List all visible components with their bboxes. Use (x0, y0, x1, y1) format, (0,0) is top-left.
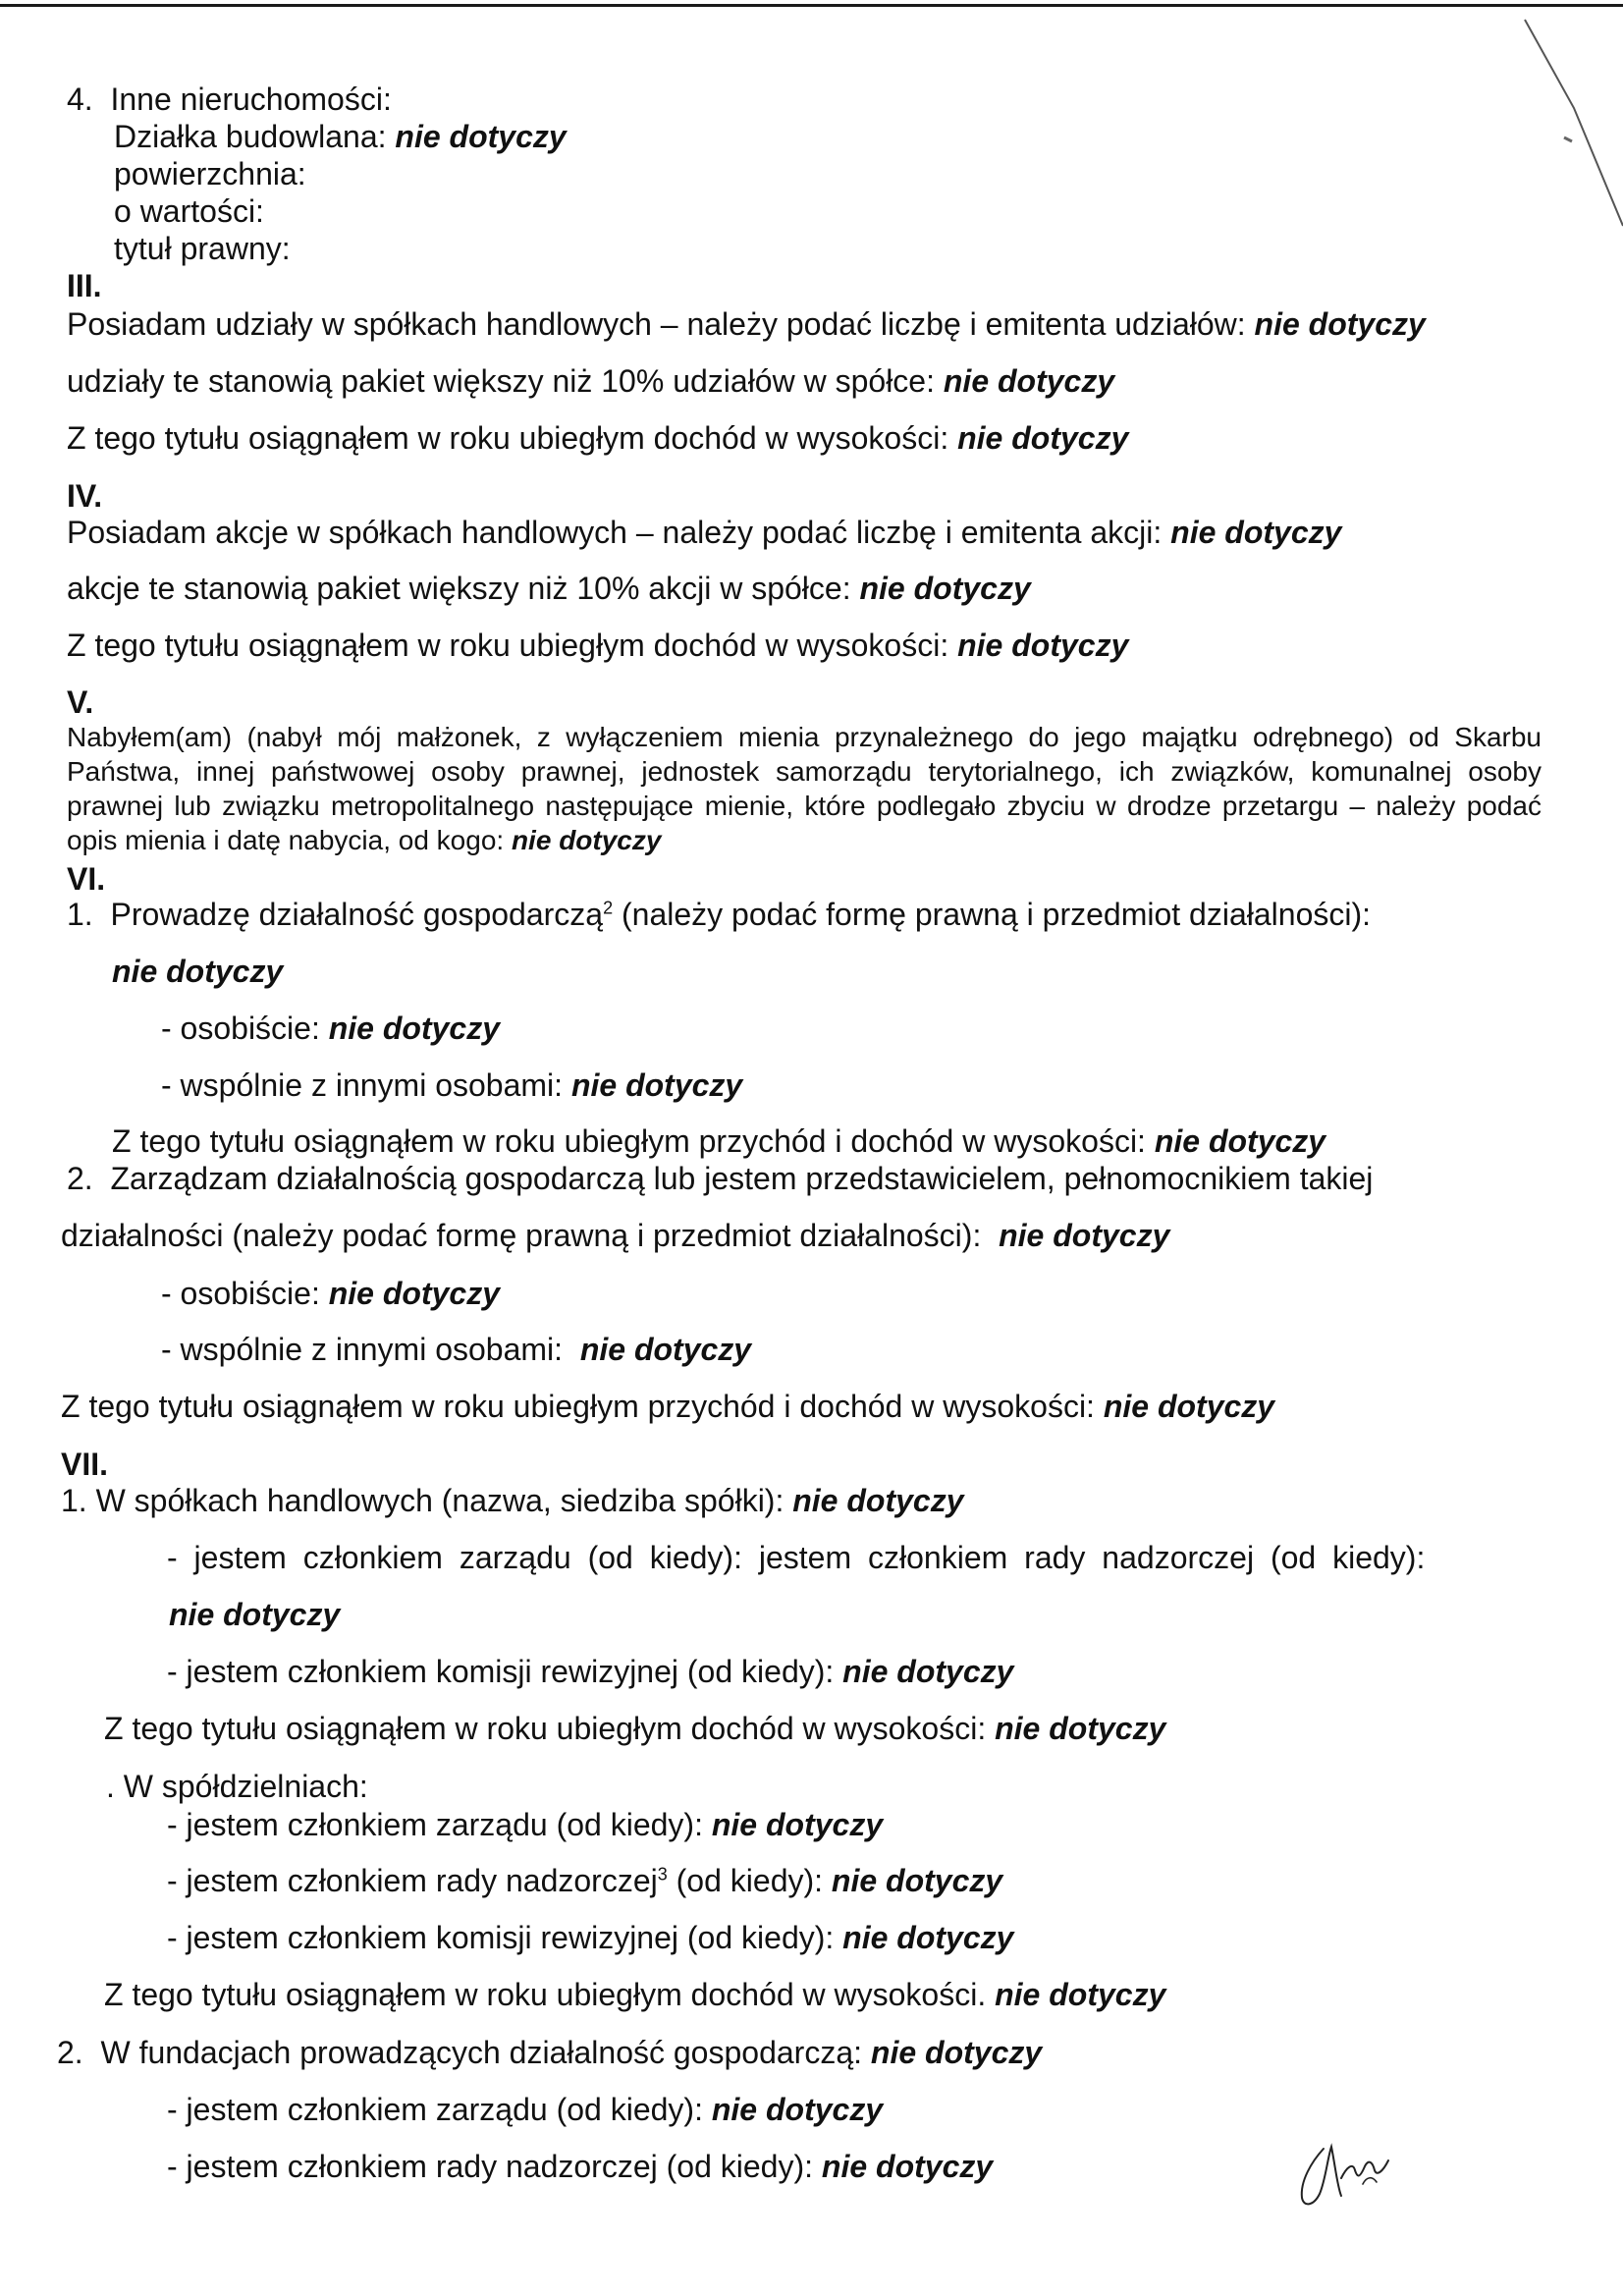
heading-VII: VII. (61, 1447, 109, 1482)
III-line-3: Z tego tytułu osiągnąłem w roku ubiegłym dochód w wysokości: nie dotyczy (67, 420, 1129, 456)
V-paragraph: Nabyłem(am) (nabył mój małżonek, z wyłączeniem mienia przynależnego do jego majątku odrębnego) od Skarbu Państwa, innej państwowej osoby prawnej, jednostek samorządu terytorialnego, ich związków, komunalnej osoby prawnej lub związku metropolitalnego następujące mienie, które podlegało zbyciu w drodze przetargu – należy podać opis mienia i datę nabycia, od kogo: nie dotyczy (67, 722, 1542, 855)
VII-zarzad-rada-value: nie dotyczy (169, 1597, 341, 1632)
VII-spoldz-zarzad: - jestem członkiem zarządu (od kiedy): nie dotyczy (167, 1807, 884, 1842)
value: nie dotyczy (395, 119, 567, 154)
VI-przychod: Z tego tytułu osiągnąłem w roku ubiegłym przychód i dochód w wysokości: nie dotyczy (112, 1123, 1326, 1159)
VII-fund-zarzad: - jestem członkiem zarządu (od kiedy): nie dotyczy (167, 2092, 884, 2127)
VI-wspolnie-2: - wspólnie z innymi osobami: nie dotyczy (161, 1332, 752, 1367)
powierzchnia-line: powierzchnia: (114, 156, 306, 191)
VII-fund-rada: - jestem członkiem rady nadzorczej (od kiedy): nie dotyczy (167, 2149, 994, 2184)
VII-komisja: - jestem członkiem komisji rewizyjnej (od kiedy): nie dotyczy (167, 1654, 1014, 1689)
VII-zarzad-rada: - jestem członkiem zarządu (od kiedy): jestem członkiem rady nadzorczej (od kiedy): (167, 1540, 1426, 1575)
scan-top-border (0, 4, 1623, 7)
VI-item-2-cont: działalności (należy podać formę prawną i przedmiot działalności): nie dotyczy (61, 1218, 1170, 1253)
handwritten-signature (1294, 2137, 1404, 2215)
IV-line-2: akcje te stanowią pakiet większy niż 10% akcji w spółce: nie dotyczy (67, 571, 1031, 606)
IV-line-3: Z tego tytułu osiągnąłem w roku ubiegłym dochód w wysokości: nie dotyczy (67, 628, 1129, 663)
page-fold-mark (1515, 0, 1623, 295)
VI-item-1: 1. Prowadzę działalność gospodarczą$^2$ (należy podać formę prawną i przedmiot działalności): (67, 897, 1372, 932)
III-line-2: udziały te stanowią pakiet większy niż 10% udziałów w spółce: nie dotyczy (67, 363, 1115, 399)
heading-III: III. (67, 268, 102, 303)
wartosc-line: o wartości: (114, 193, 264, 229)
VII-item-2: 2. W fundacjach prowadzących działalność gospodarczą: nie dotyczy (57, 2035, 1043, 2070)
VI-osobiscie-2: - osobiście: nie dotyczy (161, 1276, 500, 1311)
IV-line-1: Posiadam akcje w spółkach handlowych – należy podać liczbę i emitenta akcji: nie dotyczy (67, 515, 1342, 550)
VII-item-1: 1. W spółkach handlowych (nazwa, siedziba spółki): nie dotyczy (61, 1483, 964, 1518)
item-4-title: 4. Inne nieruchomości: (67, 82, 392, 117)
VI-item-2: 2. Zarządzam działalnością gospodarczą lub jestem przedstawicielem, pełnomocnikiem takiej (67, 1161, 1374, 1196)
III-line-1: Posiadam udziały w spółkach handlowych – należy podać liczbę i emitenta udziałów: nie dotyczy (67, 306, 1426, 342)
VII-spoldz-komisja: - jestem członkiem komisji rewizyjnej (od kiedy): nie dotyczy (167, 1920, 1014, 1955)
VII-spoldzielnie: . W spółdzielniach: (106, 1769, 368, 1804)
VI-wspolnie: - wspólnie z innymi osobami: nie dotyczy (161, 1067, 743, 1103)
VII-dochod: Z tego tytułu osiągnąłem w roku ubiegłym dochód w wysokości: nie dotyczy (104, 1711, 1166, 1746)
heading-VI: VI. (67, 861, 106, 897)
VI-item-1-value: nie dotyczy (112, 954, 284, 989)
VII-dochod-2: Z tego tytułu osiągnąłem w roku ubiegłym dochód w wysokości. nie dotyczy (104, 1977, 1166, 2012)
VII-spoldz-rada: - jestem członkiem rady nadzorczej$^3$ (od kiedy): nie dotyczy (167, 1863, 1003, 1898)
VI-przychod-2: Z tego tytułu osiągnąłem w roku ubiegłym przychód i dochód w wysokości: nie dotyczy (61, 1389, 1275, 1424)
heading-IV: IV. (67, 478, 103, 514)
tytul-line: tytuł prawny: (114, 231, 291, 266)
dzialka-line: Działka budowlana: nie dotyczy (114, 119, 567, 154)
VI-osobiscie: - osobiście: nie dotyczy (161, 1011, 500, 1046)
heading-V: V. (67, 684, 94, 720)
